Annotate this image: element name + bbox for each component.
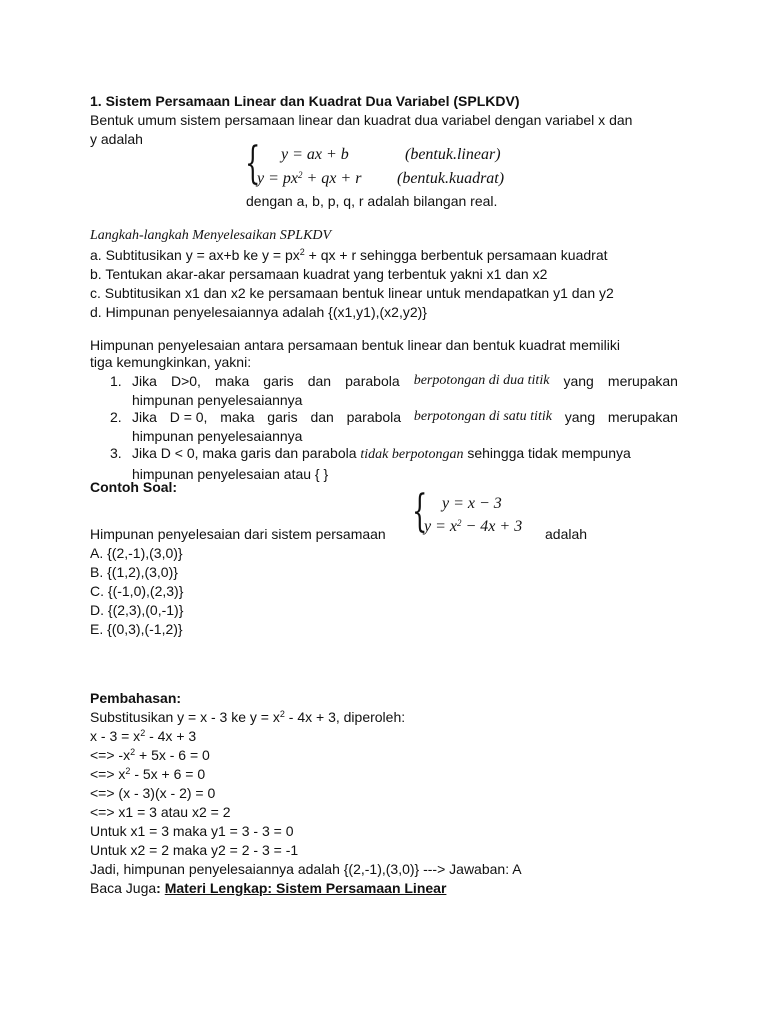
option-e: E. {(0,3),(-1,2)}	[90, 621, 183, 637]
discussion-line-3: <=> $-x^2 + 5x - 6 = 0$	[90, 747, 210, 763]
condition-text: dengan a, b, p, q, r adalah bilangan real.	[246, 193, 498, 209]
step-d: d. Himpunan penyelesaiannya adalah {(x1,y1),(x2,y2)}	[90, 304, 427, 320]
case-1: 1. Jika D>0, maka garis dan parabola berpotongan di dua titik yang merupakan himpunan penyelesaiannya	[110, 373, 678, 408]
case-3-line-2: himpunan penyelesaian atau { }	[132, 465, 329, 482]
linear-equation-note: (bentuk.linear)	[405, 146, 501, 163]
intro-text-line-2: y adalah	[90, 131, 143, 147]
discussion-title: Pembahasan:	[90, 690, 182, 706]
steps-title: Langkah-langkah Menyelesaikan SPLKDV	[90, 228, 332, 243]
step-b: b. Tentukan akar-akar persamaan kuadrat yang terbentuk yakni x1 dan x2	[90, 266, 548, 282]
question-text: Himpunan penyelesaian dari sistem persamaan	[90, 526, 386, 542]
possibility-text-line-1: Himpunan penyelesaian antara persamaan bentuk linear dan bentuk kuadrat memiliki	[90, 337, 620, 353]
option-b: B. {(1,2),(3,0)}	[90, 564, 178, 580]
case-3-italic: tidak berpotongan	[360, 447, 464, 462]
discussion-line-8: Untuk x2 = 2 maka y2 = 2 - 3 = -1	[90, 842, 299, 858]
option-c: C. {(-1,0),(2,3)}	[90, 583, 184, 599]
step-c: c. Subtitusikan x1 dan x2 ke persamaan bentuk linear untuk mendapatkan y1 dan y2	[90, 285, 614, 301]
option-a: A. {(2,-1),(3,0)}	[90, 545, 183, 561]
case-3-number: 3.	[110, 445, 122, 461]
quadratic-equation-note: (bentuk.kuadrat)	[397, 170, 505, 187]
possibility-text-line-2: tiga kemungkinkan, yakni:	[90, 354, 252, 370]
general-form-system	[245, 138, 545, 192]
case-2-italic: berpotongan di satu titik	[413, 409, 552, 424]
discussion-line-2: $x - 3 = x^2 - 4x + 3$	[90, 728, 197, 744]
example-linear-equation: y = x − 3	[442, 495, 502, 512]
case-2-line-2: himpunan penyelesaiannya	[132, 427, 303, 444]
question-suffix: adalah	[545, 526, 588, 542]
discussion-line-1: Substitusikan y = x - 3 ke $y = x^2 - 4x + 3$, diperoleh:	[90, 709, 406, 725]
linear-equation: y = ax + b	[281, 146, 349, 163]
see-also-link[interactable]: Materi Lengkap: Sistem Persamaan Linear	[164, 880, 447, 896]
section-heading: 1. Sistem Persamaan Linear dan Kuadrat Dua Variabel (SPLKDV)	[90, 93, 520, 109]
example-brace: {	[412, 486, 428, 537]
case-1-line-2: himpunan penyelesaiannya	[132, 391, 303, 408]
example-title: Contoh Soal:	[90, 479, 178, 495]
case-3: 3. Jika D < 0, maka garis dan parabola tidak berpotongan sehingga tidak mempunya himpunan penyelesaian atau { }	[90, 444, 678, 483]
discussion-line-5: <=> (x - 3)(x - 2) = 0	[90, 785, 216, 801]
discussion-line-4: <=> $x^2 - 5x + 6 = 0$	[90, 766, 206, 782]
example-quadratic-equation: $y = x^2 - 4x + 3$	[424, 518, 523, 535]
case-2: 2. Jika D = 0, maka garis dan parabola berpotongan di satu titik yang merupakan himpunan penyelesaiannya	[110, 409, 678, 444]
case-1-italic: berpotongan di dua titik	[413, 373, 550, 388]
case-1-number: 1.	[110, 373, 122, 389]
system-brace: {	[245, 138, 261, 189]
discussion-line-7: Untuk x1 = 3 maka y1 = 3 - 3 = 0	[90, 823, 294, 839]
see-also: Baca Juga: Materi Lengkap: Sistem Persamaan Linear	[90, 880, 447, 896]
intro-text-line-1: Bentuk umum sistem persamaan linear dan kuadrat dua variabel dengan variabel x dan	[90, 112, 633, 128]
quadratic-equation: $y = px^2$ + qx + r	[257, 170, 362, 187]
see-also-label: Baca Juga	[90, 880, 157, 896]
option-d: D. {(2,3),(0,-1)}	[90, 602, 184, 618]
step-a: a. Subtitusikan y = ax+b ke $y = px^2$ + qx + r sehingga berbentuk persamaan kuadrat	[90, 247, 608, 263]
discussion-line-6: <=> x1 = 3 atau x2 = 2	[90, 804, 231, 820]
case-2-number: 2.	[110, 409, 122, 425]
discussion-line-9: Jadi, himpunan penyelesaiannya adalah {(2,-1),(3,0)} ---> Jawaban: A	[90, 861, 522, 877]
